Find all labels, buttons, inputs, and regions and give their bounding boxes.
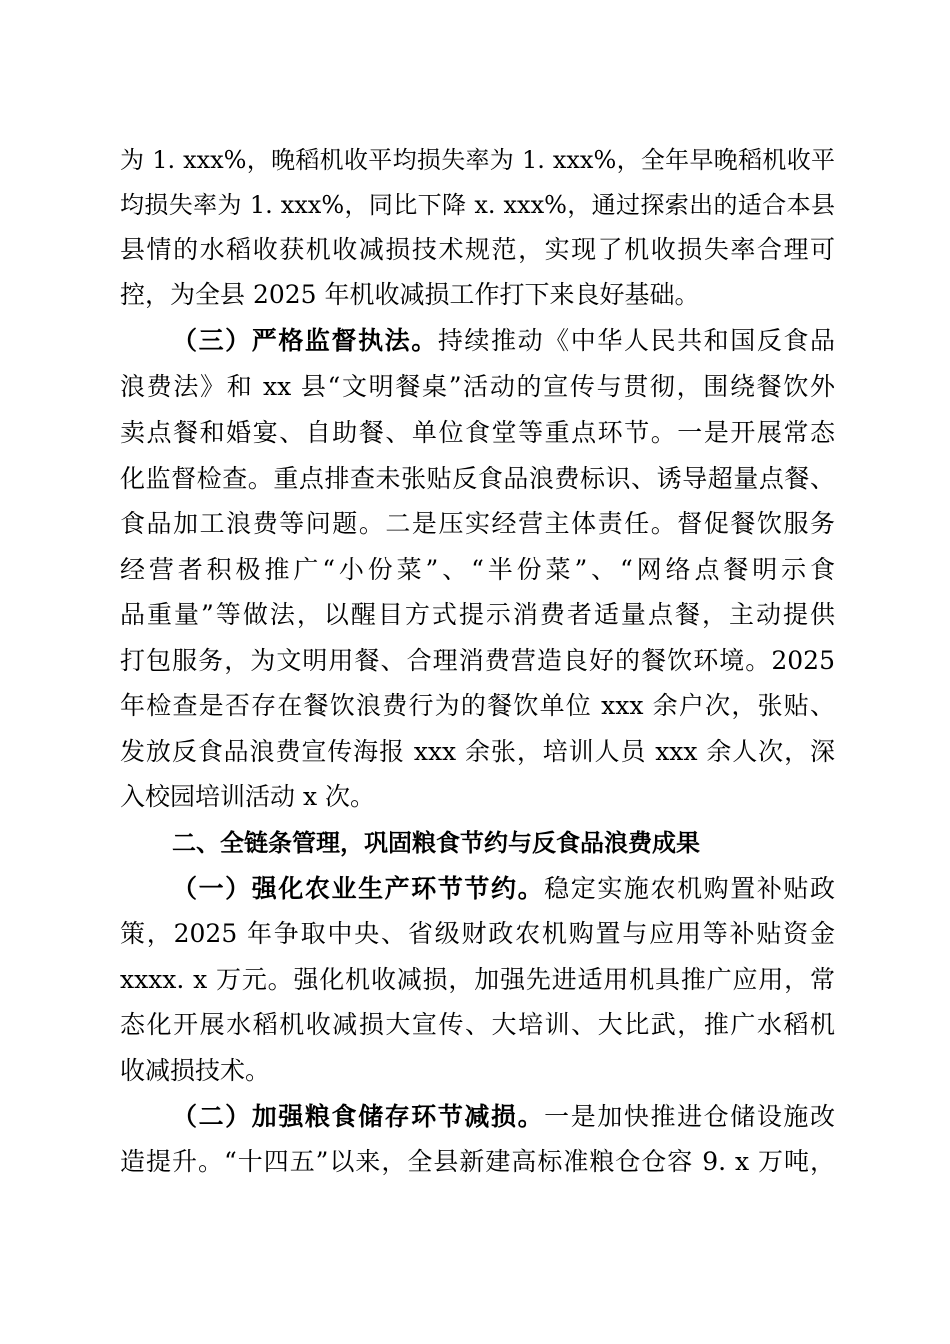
- paragraph-line: 发放反食品浪费宣传海报 xxx 余张，培训人员 xxx 余人次，深: [120, 737, 835, 766]
- paragraph-line: 态化开展水稻机收减损大宣传、大培训、大比武，推广水稻机: [120, 1010, 835, 1039]
- paragraph-line: 造提升。“十四五”以来，全县新建高标准粮仓仓容 9. x 万吨，: [120, 1147, 835, 1176]
- paragraph-line: 控，为全县 2025 年机收减损工作打下来良好基础。: [120, 280, 700, 309]
- paragraph-line: 年检查是否存在餐饮浪费行为的餐饮单位 xxx 余户次，张贴、: [120, 691, 835, 720]
- paragraph-first-line: [172, 1094, 835, 1140]
- paragraph-line: 浪费法》和 xx 县“文明餐桌”活动的宣传与贯彻，围绕餐饮外: [120, 372, 835, 401]
- paragraph-line: 均损失率为 1. xxx%，同比下降 x. xxx%，通过探索出的适合本县: [120, 191, 835, 219]
- paragraph-text: 持续推动《中华人民共和国反食品: [437, 326, 835, 355]
- paragraph-line: 策，2025 年争取中央、省级财政农机购置与应用等补贴资金: [120, 919, 835, 948]
- paragraph-line: 卖点餐和婚宴、自助餐、单位食堂等重点环节。一是开展常态: [120, 418, 835, 447]
- paragraph-first-line: [172, 318, 835, 364]
- paragraph-line: 县情的水稻收获机收减损技术规范，实现了机收损失率合理可: [120, 235, 835, 264]
- section-heading: 二、全链条管理，巩固粮食节约与反食品浪费成果: [172, 829, 700, 857]
- subsection-heading: （一）强化农业生产环节节约。: [172, 874, 545, 903]
- paragraph-line: 品重量”等做法，以醒目方式提示消费者适量点餐，主动提供: [120, 600, 835, 629]
- paragraph-first-line: [172, 866, 835, 912]
- paragraph-line: 经营者积极推广“小份菜”、“半份菜”、“网络点餐明示食: [120, 555, 835, 584]
- paragraph-line: 为 1. xxx%，晚稻机收平均损失率为 1. xxx%，全年早晚稻机收平: [120, 146, 835, 174]
- paragraph-line: xxxx. x 万元。强化机收减损，加强先进适用机具推广应用，常: [120, 965, 835, 994]
- paragraph-line: 化监督检查。重点排查未张贴反食品浪费标识、诱导超量点餐、: [120, 464, 835, 493]
- subsection-heading: （二）加强粮食储存环节减损。: [172, 1102, 545, 1131]
- paragraph-line: 食品加工浪费等问题。二是压实经营主体责任。督促餐饮服务: [120, 509, 835, 538]
- paragraph-line: 打包服务，为文明用餐、合理消费营造良好的餐饮环境。2025: [120, 646, 835, 675]
- paragraph-text: 一是加快推进仓储设施改: [544, 1102, 835, 1131]
- subsection-heading: （三）严格监督执法。: [172, 326, 438, 355]
- paragraph-text: 稳定实施农机购置补贴政: [544, 874, 835, 903]
- paragraph-line: 入校园培训活动 x 次。: [120, 782, 375, 811]
- paragraph-line: 收减损技术。: [120, 1056, 271, 1085]
